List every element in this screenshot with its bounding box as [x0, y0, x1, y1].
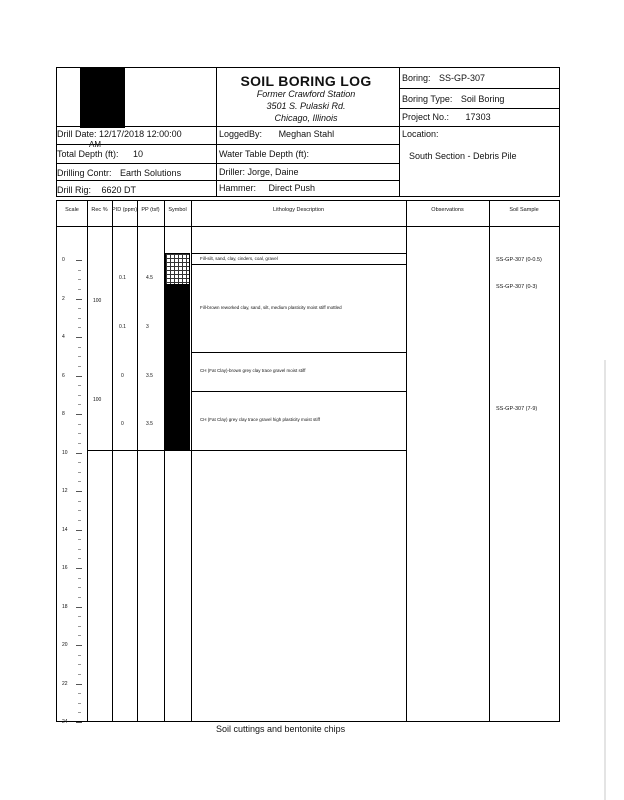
hammer-label: Hammer: — [219, 183, 257, 193]
scale-label: 4 — [62, 334, 65, 340]
lithology-description: CH (Fat Clay) grey clay trace gravel high plasticity moist stiff — [200, 417, 320, 422]
scale-minor-tick — [78, 539, 81, 540]
total-depth-label: Total Depth (ft): — [57, 149, 119, 159]
table-header-divider — [56, 226, 560, 227]
scale-minor-tick — [78, 501, 81, 502]
scale-minor-tick — [78, 558, 81, 559]
scale-major-tick — [76, 607, 82, 608]
scale-major-tick — [76, 453, 82, 454]
pid-value: 0 — [121, 373, 124, 379]
scale-major-tick — [76, 684, 82, 685]
drilling-contr-label: Drilling Contr: — [57, 168, 112, 178]
scale-major-tick — [76, 260, 82, 261]
driller-label: Driller: — [219, 167, 245, 177]
scale-minor-tick — [78, 510, 81, 511]
scale-label: 10 — [62, 449, 68, 456]
header-divider — [399, 88, 560, 89]
backfill-note: Soil cuttings and bentonite chips — [216, 724, 346, 734]
scale-minor-tick — [78, 433, 81, 434]
scale-label: 24 — [62, 719, 68, 725]
scale-minor-tick — [78, 443, 81, 444]
header-divider — [56, 163, 399, 164]
layer-boundary — [191, 391, 406, 392]
pp-value: 3 — [146, 324, 149, 330]
column-divider — [137, 200, 138, 722]
scale-label: 2 — [62, 295, 65, 302]
rec-value: 100 — [93, 298, 102, 304]
boring-type-value: Soil Boring — [460, 94, 505, 104]
scale-minor-tick — [78, 472, 81, 473]
pid-value: 0 — [121, 421, 124, 427]
boring-field — [402, 73, 485, 83]
hammer-field — [219, 183, 315, 193]
scale-label: 6 — [62, 372, 65, 379]
scale-minor-tick — [78, 318, 81, 319]
scale-label: 16 — [62, 565, 68, 571]
scale-minor-tick — [78, 404, 81, 405]
column-header-pid: PID (ppm) — [112, 207, 137, 213]
pp-value: 4.5 — [146, 275, 153, 281]
drill-rig-label: Drill Rig: — [57, 185, 92, 195]
scale-minor-tick — [78, 270, 81, 271]
location-value: South Section - Debris Pile — [409, 151, 517, 161]
pid-value: 0.1 — [119, 324, 126, 330]
location-label: Location: — [402, 129, 439, 139]
scale-minor-tick — [78, 655, 81, 656]
log-table — [56, 200, 560, 722]
column-divider — [87, 200, 88, 722]
scale-minor-tick — [78, 703, 81, 704]
column-header-scale: Scale — [65, 207, 79, 213]
column-divider — [406, 200, 407, 722]
scale-minor-tick — [78, 712, 81, 713]
scale-major-tick — [76, 376, 82, 377]
boring-label: Boring: — [402, 73, 431, 83]
rec-value: 100 — [93, 397, 102, 403]
drill-date-value: 12/17/2018 12:00:00 — [99, 129, 182, 139]
scale-minor-tick — [78, 674, 81, 675]
scale-minor-tick — [78, 520, 81, 521]
scale-major-tick — [76, 299, 82, 300]
drill-rig-value: 6620 DT — [101, 185, 137, 195]
scale-major-tick — [76, 645, 82, 646]
column-header-symbol: Symbol — [168, 207, 187, 213]
water-table-label: Water Table Depth (ft): — [219, 149, 310, 159]
column-divider — [191, 200, 192, 722]
layer-boundary — [87, 450, 191, 451]
driller-field — [219, 167, 299, 177]
scale-minor-tick — [78, 289, 81, 290]
header-divider — [399, 67, 400, 197]
logged-by-label: LoggedBy: — [219, 129, 263, 139]
scale-minor-tick — [78, 549, 81, 550]
lithology-description: Fill-brown reworked clay, sand, silt, medium plasticity moist stiff mottled — [200, 305, 342, 310]
scale-label: 18 — [62, 603, 68, 610]
scale-minor-tick — [78, 587, 81, 588]
scale-major-tick — [76, 337, 82, 338]
scale-minor-tick — [78, 481, 81, 482]
drilling-contr-field — [57, 168, 181, 178]
scale-label: 14 — [62, 526, 68, 533]
column-header-observations: Observations — [431, 207, 464, 213]
soil-sample-label: SS-GP-307 (0-3) — [496, 284, 538, 290]
redacted-logo — [80, 67, 125, 128]
header-divider — [56, 126, 399, 127]
scale-label: 8 — [62, 411, 65, 417]
column-header-lithology: Lithology Description — [272, 207, 325, 213]
scale-minor-tick — [78, 327, 81, 328]
pp-value: 3.5 — [146, 373, 153, 379]
scale-minor-tick — [78, 626, 81, 627]
boring-type-label: Boring Type: — [402, 94, 453, 104]
scale-minor-tick — [78, 664, 81, 665]
project-value: 17303 — [465, 112, 491, 122]
scale-minor-tick — [78, 366, 81, 367]
header-divider — [399, 126, 560, 127]
column-header-pp: PP (tsf) — [141, 207, 160, 213]
scale-minor-tick — [78, 385, 81, 386]
project-label: Project No.: — [402, 112, 450, 122]
column-divider — [489, 200, 490, 722]
drill-rig-field — [57, 185, 136, 195]
pid-value: 0.1 — [119, 275, 126, 281]
lithology-description: CH (Fat Clay)-brown grey clay trace gravel moist stiff — [200, 368, 306, 373]
scale-major-tick — [76, 530, 82, 531]
scale-minor-tick — [78, 347, 81, 348]
scale-minor-tick — [78, 635, 81, 636]
total-depth-value: 10 — [133, 149, 144, 159]
column-header-soil-sample: Soil Sample — [509, 207, 539, 213]
boring-value: SS-GP-307 — [439, 73, 486, 83]
header-divider — [56, 180, 399, 181]
drill-date-am: AM — [89, 140, 101, 149]
scale-minor-tick — [78, 308, 81, 309]
fill-hatch-symbol — [165, 253, 190, 285]
header-divider — [399, 108, 560, 109]
header-divider — [56, 144, 399, 145]
layer-boundary — [191, 253, 406, 254]
scale-minor-tick — [78, 597, 81, 598]
scale-minor-tick — [78, 693, 81, 694]
drill-date-field — [57, 129, 182, 139]
page-title: SOIL BORING LOG — [240, 73, 372, 89]
scale-minor-tick — [78, 616, 81, 617]
drill-date-label: Drill Date: — [57, 129, 97, 139]
scale-label: 22 — [62, 680, 68, 687]
clay-symbol — [165, 285, 190, 450]
column-divider — [112, 200, 113, 722]
boring-type-field — [402, 94, 504, 104]
drilling-contr-value: Earth Solutions — [120, 168, 182, 178]
site-name: Former Crawford Station — [256, 89, 356, 99]
lithology-description: Fill-silt, sand, clay, cinders, coal, gravel — [200, 256, 278, 261]
logged-by-field — [219, 129, 334, 139]
scale-major-tick — [76, 722, 82, 723]
total-depth-field — [57, 149, 143, 159]
scale-major-tick — [76, 491, 82, 492]
scale-label: 12 — [62, 488, 68, 494]
scale-minor-tick — [78, 356, 81, 357]
scale-minor-tick — [78, 279, 81, 280]
layer-boundary — [191, 450, 406, 451]
scale-label: 0 — [62, 257, 65, 263]
driller-value: Jorge, Daine — [247, 167, 299, 177]
pp-value: 3.5 — [146, 421, 153, 427]
column-header-rec: Rec % — [91, 207, 108, 213]
scale-label: 20 — [62, 642, 68, 648]
scale-minor-tick — [78, 395, 81, 396]
logged-by-value: Meghan Stahl — [278, 129, 335, 139]
scale-major-tick — [76, 414, 82, 415]
site-address: 3501 S. Pulaski Rd. — [266, 101, 346, 111]
site-city: Chicago, Illinois — [274, 113, 338, 123]
soil-sample-label: SS-GP-307 (7-9) — [496, 406, 538, 412]
soil-sample-label: SS-GP-307 (0-0.5) — [496, 257, 542, 263]
scale-minor-tick — [78, 424, 81, 425]
layer-boundary — [191, 352, 406, 353]
scale-minor-tick — [78, 462, 81, 463]
scale-major-tick — [76, 568, 82, 569]
hammer-value: Direct Push — [268, 183, 316, 193]
page-edge-shadow — [604, 360, 606, 800]
layer-boundary — [191, 264, 406, 265]
scale-minor-tick — [78, 578, 81, 579]
project-field — [402, 112, 491, 122]
